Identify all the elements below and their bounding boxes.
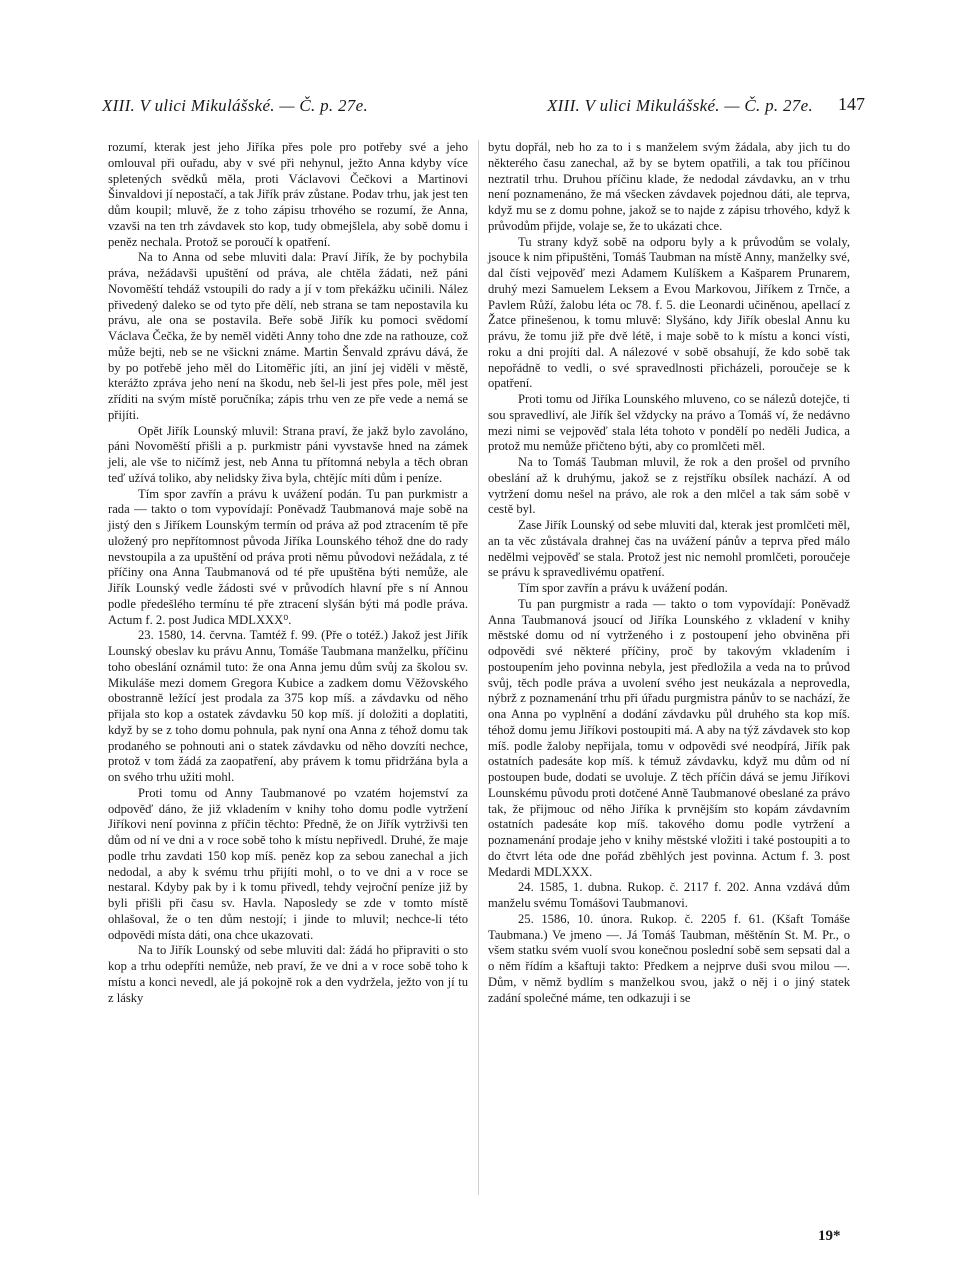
signature-mark: 19*	[818, 1228, 841, 1244]
paragraph: Proti tomu od Jiříka Lounského mluveno, co se nálezů dotejče, ti sou spravedliví, ale Jiřík šel vždycky na právo a Tomáš ví, že nedávno mezi nimi se vejpověď stala léta tohoto v pondělí po neděli Judica, a protož mu nemůže přičteno býti, aby co promlčeti měl.	[488, 392, 850, 454]
page-number: 147	[838, 94, 865, 114]
paragraph: Tu strany když sobě na odporu byly a k průvodům se volaly, jsouce k nim připuštěni, Tomáš Taubman na místě Anny, manželky své, dal čísti vejpověď mezi Adamem Kulíškem a Kašparem Prunarem, druhý mezi Samuelem Leksem a Evou Markovou, Jiříkem z Trnče, a Pavlem Růží, žalobu léta oc 78. f. 5. die Leonardi učiněnou, apellací z Žatce přinešenou, k tomu mluvě: Slyšáno, kdy Jiřík obeslal Annu ku právu, že tomu již pře dvě létě, i maje sobě to k místu a konci vísti, roku a dni projíti dal. A nálezové v sobě obsahují, že kdo sobě tak nepořádně to vedli, o své spravedlnosti přicházeli, poroučeje se k opatření.	[488, 234, 850, 391]
right-column	[488, 140, 850, 1006]
running-head-right: XIII. V ulici Mikulášské. — Č. p. 27e.	[546, 96, 814, 115]
paragraph: Proti tomu od Anny Taubmanové po vzatém hojemství za odpověď dáno, že již vkladením v knihy toho domu podle vytržení Jiříkovi není povinna z příčin těchto: Předně, že on Jiřík vytrživši ten dům od ní ve dni a v roce sobě toho k místu nepřivedl. Druhé, že maje podle trhu zavdati 150 kop míš. peněz kop za sebou zanechal a jich nedodal, a aby k svému trhu přijíti mohl, o to ve dni a v roce se nestaral. Kdyby pak by i k tomu přivedl, tehdy vejroční peníze již by byli přišli při času sv. Havla. Naposledy se zde v tomto místě ohlašoval, že o ten dům nestojí; i jinde to mluvil; nechce-li této odpovědi místa dáti, ona chce ukazovati.	[108, 785, 468, 942]
paragraph: Na to Jiřík Lounský od sebe mluviti dal: žádá ho připraviti o sto kop a trhu odepříti nemůže, neb praví, že ve dni a v roce sobě toho k místu a konci nevedl, ale já pokojně rok a den vydržela, ježto von jí tu z lásky	[108, 943, 468, 1005]
paragraph: Tím spor zavřín a právu k uvážení podán. Tu pan purkmistr a rada — takto o tom vypovídají: Poněvadž Taubmanová maje sobě na jistý den s Jiříkem Lounským termín od práva až pod ztracením tě pře uložený pro nepřítomnost původa Jiříka Lounského téhož dne do rady nevstoupila a za upuštění od práva proti němu původovi nežádala, z té příčiny ona Anna Taubmanová od té pře upuštěna býti nemůže, ale Jiřík Lounský vedle žádosti své v průvodích hlavní pře s ní Annou podle předešlého termínu té pře ztracení slyšán býti má podle práva. Actum f. 2. post Judica MDLXXX⁰.	[108, 486, 468, 627]
paragraph: Zase Jiřík Lounský od sebe mluviti dal, kterak jest promlčeti měl, an ta věc zůstávala drahnej čas na uvážení pánův a teprva před málo nedělmi vejpověď se stala. Protož jest nic nemohl promlčeti, poroučeje se právu k spravedlivému opatření.	[488, 518, 850, 580]
paragraph: Tím spor zavřín a právu k uvážení podán.	[518, 581, 728, 595]
paragraph: Na to Anna od sebe mluviti dala: Praví Jiřík, že by pochybila práva, nežádavši upuštění od práva, ale chtěla žádati, než páni Novoměští tehdáž vstoupili do rady a jí v tom překážku učinili. Nález přivedený daleko se od tyto pře dělí, neb strana se tam nepostavila ku právu, ale ona se postavila. Beře sobě Jiřík ku pomoci svědomí Václava Čečka, že by neměl viděti Anny toho dne zde na rathouze, což může bejti, neb se ne všickni známe. Martin Šenvald zprávu dává, že by po potřebě jeho měl do Litoměřic jíti, an jiní jej viděli v městě, kterážto zpráva jeho není na škodu, neb šel-li jest přes pole, měl jest zříditi na svým místě poručníka; zápis trhu ven ze pře vede a nemá se přijíti.	[108, 250, 468, 422]
paragraph: bytu dopřál, neb ho za to i s manželem svým žádala, aby jich tu do některého času zanechal, až by se bytem opatřili, a tak tou příčinou neztratil trhu. Druhou příčinu klade, že nedodal závdavku, an v trhu není poznamenáno, že má všecken závdavek pojednou dáti, ale teprva, když mu se z domu pohne, jakož se to najde z zápisu trhového, když k průvodům přijde, volaje se, že to ukázati chce.	[488, 140, 850, 233]
left-column	[108, 140, 468, 1006]
paragraph: Na to Tomáš Taubman mluvil, že rok a den prošel od prvního obeslání až k druhýmu, jakož se z rejstříku obsílek nachází. A od vytržení domu nešel na právo, ale rok a den mlčel a tak sám sobě v cestě byl.	[488, 455, 850, 517]
column-divider	[478, 140, 479, 1195]
paragraph: 24. 1585, 1. dubna. Rukop. č. 2117 f. 202. Anna vzdává dům manželu svému Tomášovi Taubmanovi.	[488, 880, 850, 910]
paragraph: Tu pan purgmistr a rada — takto o tom vypovídají: Poněvadž Anna Taubmanová jsoucí od Jiříka Lounského z vkladení v knihy městské domu od ní vytrženého i z postoupení jeho obviněna při odpovědi své některé příčiny, proč by takovým vkladením i postoupením jeho povinna nebyla, jest předložila a veda na to průvod svůj, těch podle práva a uvolení svého jest neukázala a neprovedla, nýbrž z poznamenání trhu při úřadu purgmistra pánův to se nachází, že ona Anna po vyplnění a dodání závdavku půl druhého sta kop míš. téhož domu jemu Jiříkovi postoupiti má. A aby na týž závdavek sto kop míš. podle žaloby nepřijala, tomu v odpovědi své neodpírá, Jiřík pak ostatních padesáte kop míš. k témuž závdavku, když mu dům od ní postoupen bude, dodati se uvoluje. Z těch příčin dává se jemu Jiříkovi Lounskému původu proti dotčené Anně Taubmanové obeslané za právo tak, že přijmouc od něho Jiříka k prvnějším sto kopám závdavním ostatních padesáte kop míš. takového domu podle vytržení a poznamenání prodaje jeho v knihy městské vložiti i také postoupiti a to do čtvrt léta ode dne pořád zběhlých jest povinna. Actum f. 3. post Medardi MDLXXX.	[488, 596, 850, 879]
paragraph: 23. 1580, 14. června. Tamtéž f. 99. (Pře o totéž.) Jakož jest Jiřík Lounský obeslav ku právu Annu, Tomáše Taubmana manželku, příčinu toho obeslání oznámil tuto: že ona Anna jemu dům svůj za školou sv. Mikuláše mezi domem Gregora Kubice a zadkem domu Věžovského obostranně ležící jest prodala za 375 kop míš. a závdavku od něho přijala sto kop a ostatek závdavku 50 kop míš. jí doložiti a doplatiti, když by se z toho domu pohnula, pak nyní ona Anna z téhož domu tak prodaného se pohnouti ani o statek závdavku od něho dovzíti nechce, protož v tom žádá za zaopatření, aby právem k tomu přidržána byla a on svého trhu užiti mohl.	[108, 628, 468, 784]
paragraph: 25. 1586, 10. února. Rukop. č. 2205 f. 61. (Kšaft Tomáše Taubmana.) Ve jmeno —. Já Tomáš Taubman, měštěnín St. M. Pr., o všem statku svém vuolí svou konečnou poslední sobě sem sepsati dal a o něm řídím a kšaftuji takto: Předkem a nejprve duši svou milou —. Dům, v němž bydlím s manželkou svou, jakž o něj i o jiný statek zadání společné máme, ten odkazuji i se	[488, 911, 850, 1005]
paragraph: rozumí, kterak jest jeho Jiříka přes pole pro potřeby své a jeho omlouval při ouřadu, aby v své při nehynul, ježto Anna kdyby více spletených svědků měla, proti Václavovi Čečkovi a Martinovi Šinvaldovi jí nepostačí, a tak Jiřík práv zůstane. Podav trhu, jak jest ten dům koupil; mluvě, že z toho zápisu trhového se rozumí, že Anna, vzavši na ten trh závdavek sto kop, tudy obmejšlela, aby sobě domu i peněz nechala. Protož se poroučí k opatření.	[108, 140, 468, 249]
running-head-left: XIII. V ulici Mikulášské. — Č. p. 27e.	[101, 96, 369, 115]
paragraph: Opět Jiřík Lounský mluvil: Strana praví, že jakž bylo zavoláno, páni Novoměští přišli a p. purkmistr páni vyvstavše hned na zámek jeli, ale vše to ničímž jest, neb Anna tu přítomná nebyla a těch obran teď užívá toliko, aby nelidsky živa byla, chtějíc míti dům i peníze.	[108, 423, 468, 485]
